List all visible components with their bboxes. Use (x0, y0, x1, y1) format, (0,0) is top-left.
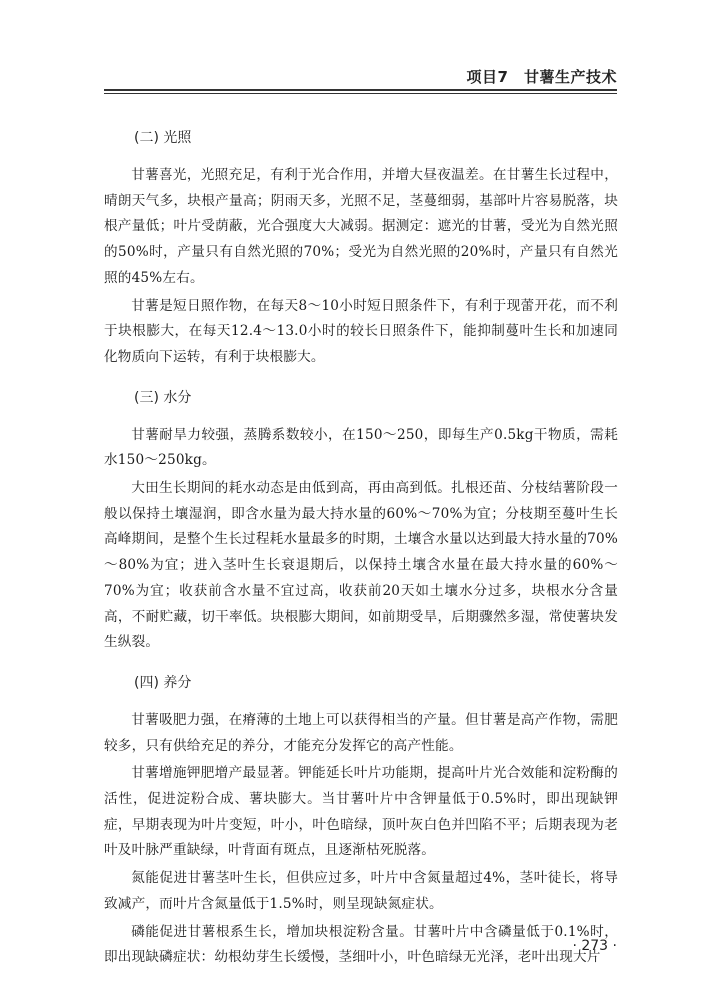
page-number: · 273 · (572, 938, 617, 954)
paragraph: 氮能促进甘薯茎叶生长，但供应过多，叶片中含氮量超过4%，茎叶徒长，将导致减产，而叶片含氮量低于1.5%时，则呈现缺氮症状。 (104, 870, 618, 912)
paragraph: 甘薯吸肥力强，在瘠薄的土地上可以获得相当的产量。但甘薯是高产作物，需肥较多，只有供给充足的养分，才能充分发挥它的高产性能。 (104, 711, 618, 754)
paragraph: 甘薯是短日照作物，在每天8～10小时短日照条件下，有利于现蕾开花，而不利于块根膨大，在每天12.4～13.0小时的较长日照条件下，能抑制蔓叶生长和加速同化物质向下运转，有利于块根膨大。 (104, 297, 618, 365)
section-heading-nutrients: (四) 养分 (134, 674, 192, 691)
paragraph: 大田生长期间的耗水动态是由低到高，再由高到低。扎根还苗、分枝结薯阶段一般以保持土壤湿润，即含水量为最大持水量的60%～70%为宜；分枝期至蔓叶生长高峰期间，是整个生长过程耗水量最多的时期，土壤含水量以达到最大持水量的70%～80%为宜；进入茎叶生长衰退期后，以保持土壤含水量在最大持水量的60%～70%为宜；收获前含水量不宜过高，收获前20天如土壤水分过多，块根水分含量高，不耐贮藏，切干率低。块根膨大期间，如前期受旱，后期骤然多湿，常使薯块发生纵裂。 (104, 480, 618, 651)
section-heading-light: (二) 光照 (134, 130, 192, 146)
paragraph: 甘薯喜光，光照充足，有利于光合作用，并增大昼夜温差。在甘薯生长过程中，晴朗天气多，块根产量高；阴雨天多，光照不足，茎蔓细弱，基部叶片容易脱落，块根产量低；叶片受荫蔽，光合强度大大减弱。据测定：遮光的甘薯，受光为自然光照的50%时，产量只有自然光照的70%；受光为自然光照的20%时，产量只有自然光照的45%左右。 (104, 167, 618, 286)
header-rule-thin (104, 93, 617, 94)
header-rule (104, 89, 617, 91)
running-header: 项目7 甘薯生产技术 (466, 68, 617, 86)
page-body (104, 127, 618, 971)
paragraph: 甘薯增施钾肥增产最显著。钾能延长叶片功能期，提高叶片光合效能和淀粉酶的活性，促进淀粉合成、薯块膨大。当甘薯叶片中含钾量低于0.5%时，即出现缺钾症，早期表现为叶片变短，叶小，叶色暗绿，顶叶灰白色并凹陷不平；后期表现为老叶及叶脉严重缺绿，叶背面有斑点，且逐渐枯死脱落。 (104, 765, 618, 859)
paragraph: 磷能促进甘薯根系生长，增加块根淀粉含量。甘薯叶片中含磷量低于0.1%时，即出现缺磷症状：幼根幼芽生长缓慢，茎细叶小，叶色暗绿无光泽，老叶出现大片 (104, 923, 618, 966)
paragraph: 甘薯耐旱力较强，蒸腾系数较小，在150～250，即每生产0.5kg干物质，需耗水150～250kg。 (104, 426, 618, 469)
section-heading-water: (三) 水分 (134, 389, 192, 406)
